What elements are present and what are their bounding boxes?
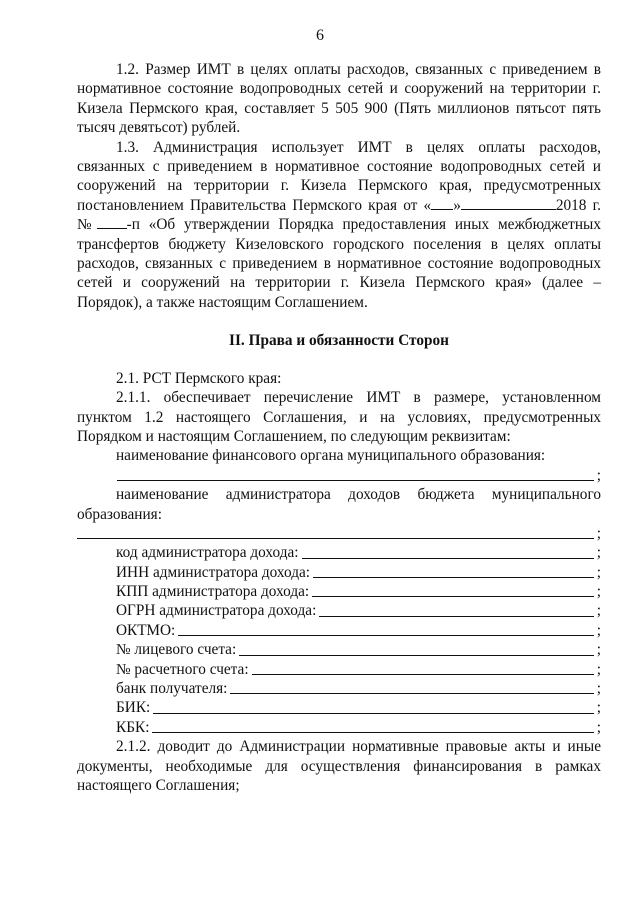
paragraph-1-3	[77, 138, 601, 313]
field-end: ;	[596, 699, 601, 717]
field-label: № лицевого счета:	[116, 641, 237, 659]
field-end: ;	[596, 563, 601, 581]
field-line[interactable]	[252, 673, 594, 675]
field-label: № расчетного счета:	[116, 660, 249, 678]
admin-name-field	[77, 524, 601, 543]
field-bank	[77, 679, 601, 698]
field-line[interactable]	[319, 615, 593, 617]
field-end: ;	[596, 680, 601, 698]
admin-name-line[interactable]	[77, 537, 594, 539]
field-line[interactable]	[239, 654, 594, 656]
field-line[interactable]	[230, 692, 593, 694]
fin-org-field	[77, 466, 601, 485]
field-ogrn	[77, 601, 601, 620]
field-end: ;	[596, 544, 601, 562]
date-month-blank	[461, 197, 556, 210]
field-label: код администратора дохода:	[116, 544, 299, 562]
date-day-blank	[431, 197, 453, 210]
field-personal-account	[77, 640, 601, 659]
document-body	[77, 60, 601, 795]
field-end: ;	[596, 718, 601, 736]
field-inn	[77, 563, 601, 582]
field-bik	[77, 698, 601, 717]
field-settlement-account	[77, 660, 601, 679]
field-line[interactable]	[178, 634, 593, 636]
fin-org-end: ;	[596, 466, 601, 484]
paragraph-1-3-part3: 2018 г. №	[77, 196, 601, 234]
paragraph-1-3-part1: 1.3. Администрация использует ИМТ в целях оплаты расходов, связанных с приведением в нормативное состояние водопроводных сетей и сооружений на территории г. Кизела Пермского края, предусмотренных постановлением Правительства Пермского края от «	[77, 138, 601, 214]
field-line[interactable]	[312, 595, 594, 597]
field-oktmo	[77, 621, 601, 640]
field-line[interactable]	[302, 557, 594, 559]
field-kbk	[77, 718, 601, 737]
field-line[interactable]	[153, 712, 593, 714]
fin-org-label: наименование финансового органа муниципального образования:	[116, 447, 546, 465]
paragraph-1-2: 1.2. Размер ИМТ в целях оплаты расходов, связанных с приведением в нормативное состояние водопроводных сетей и сооружений на территории г. Кизела Пермского края, составляет 5 505 900 (Пять миллионов пятьсот пять тысяч девятьсот) рублей.	[77, 61, 601, 137]
field-end: ;	[596, 621, 601, 639]
resolution-number-blank	[97, 216, 127, 229]
field-end: ;	[596, 583, 601, 601]
field-line[interactable]	[152, 731, 593, 733]
field-label: КБК:	[116, 718, 150, 736]
field-label: КПП администратора дохода:	[116, 583, 310, 601]
field-end: ;	[596, 602, 601, 620]
field-admin-code	[77, 543, 601, 562]
paragraph-2-1-2: 2.1.2. доводит до Администрации нормативные правовые акты и иные документы, необходимые для осуществления финансирования в рамках настоящего Соглашения;	[77, 738, 601, 795]
field-end: ;	[596, 660, 601, 678]
field-end: ;	[596, 641, 601, 659]
field-label: ИНН администратора дохода:	[116, 563, 311, 581]
field-line[interactable]	[313, 576, 594, 578]
field-kpp	[77, 582, 601, 601]
page-number: 6	[316, 27, 324, 44]
admin-name-label: наименование администратора доходов бюджета муниципального образования:	[77, 486, 601, 523]
field-label: ОКТМО:	[116, 621, 176, 639]
field-label: БИК:	[116, 699, 151, 717]
paragraph-1-3-part2: »	[453, 196, 461, 214]
paragraph-2-1-1: 2.1.1. обеспечивает перечисление ИМТ в размере, установленном пунктом 1.2 настоящего Соглашения, и на условиях, предусмотренных Порядком и настоящим Соглашением, по следующим реквизитам:	[77, 389, 601, 445]
admin-name-end: ;	[596, 524, 601, 542]
fin-org-line[interactable]	[117, 479, 594, 481]
section-heading: II. Права и обязанности Сторон	[229, 332, 449, 350]
paragraph-2-1: 2.1. РСТ Пермского края:	[116, 369, 282, 387]
paragraph-1-3-part4: -п «Об утверждении Порядка предоставления иных межбюджетных трансфертов бюджету Кизеловского городского поселения в целях оплаты расходов, связанных с приведением в нормативное состояние водопроводных сетей и сооружений на территории г. Кизела Пермского края» (далее – Порядок), а также настоящим Соглашением.	[77, 216, 601, 311]
field-label: банк получателя:	[116, 680, 228, 698]
field-label: ОГРН администратора дохода:	[116, 602, 317, 620]
